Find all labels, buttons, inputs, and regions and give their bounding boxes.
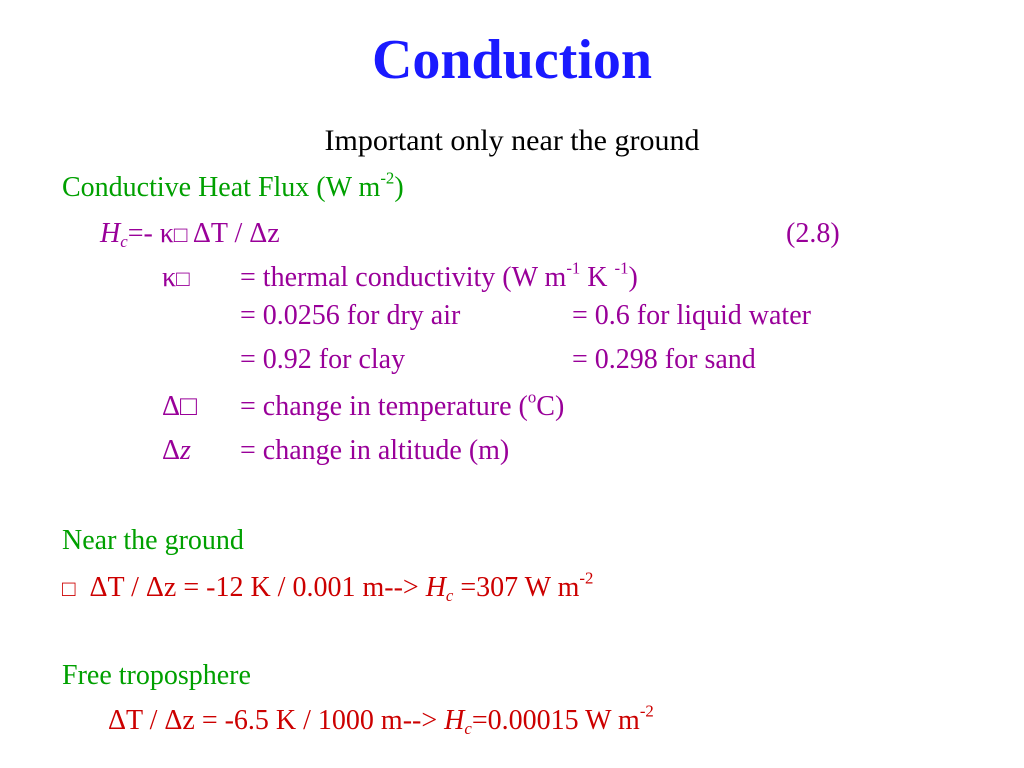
delta-t-def-text: = change in temperature (	[240, 391, 528, 422]
flux-heading-exponent: -2	[380, 168, 395, 188]
value-liquid-water: = 0.6 for liquid water	[572, 300, 811, 331]
free-eq-left: ΔT / Δz = -6.5 K / 1000 m-->	[108, 705, 445, 736]
kappa-box-glyph: □	[176, 266, 190, 291]
delta-t-close: C)	[536, 391, 565, 422]
equation-delta: ΔT / Δz	[187, 218, 280, 249]
free-eq-exp: -2	[639, 701, 654, 721]
delta-z-symbol	[162, 435, 191, 467]
near-eq-exp: -2	[579, 568, 594, 588]
kappa-definition	[240, 258, 638, 294]
flux-heading-text: Conductive Heat Flux (W m	[62, 172, 381, 203]
kappa-close: )	[628, 262, 638, 293]
value-dry-air: = 0.0256 for dry air	[240, 300, 461, 331]
equation-subscript-c: c	[120, 232, 128, 252]
kappa-exp2: -1	[614, 258, 629, 278]
equation-H: H	[100, 218, 121, 249]
near-eq-H: H	[425, 572, 446, 603]
near-eq-left: ΔT / Δz = -12 K / 0.001 m-->	[89, 572, 426, 603]
free-troposphere-equation	[108, 701, 654, 739]
kappa-def-text: = thermal conductivity (W m	[240, 262, 567, 293]
equation-number: (2.8)	[786, 218, 840, 249]
kappa-symbol	[162, 262, 190, 294]
equation-box-glyph: □	[173, 222, 188, 247]
near-ground-heading: Near the ground	[62, 525, 244, 556]
slide-subtitle: Important only near the ground	[324, 124, 700, 157]
delta-z-definition: = change in altitude (m)	[240, 435, 510, 466]
value-sand: = 0.298 for sand	[572, 344, 756, 375]
delta-t-definition	[240, 387, 565, 423]
equation-2-8	[100, 218, 280, 250]
flux-heading-close: )	[394, 172, 404, 203]
flux-heading	[62, 168, 404, 204]
near-eq-sub: c	[445, 586, 454, 606]
delta-z-delta: Δ	[162, 435, 181, 466]
free-troposphere-heading: Free troposphere	[62, 660, 251, 691]
free-eq-sub: c	[464, 719, 472, 739]
free-eq-H: H	[444, 705, 465, 736]
free-eq-right: =0.00015 W m	[471, 705, 640, 736]
kappa-glyph: κ	[162, 262, 177, 293]
near-eq-right: =307 W m	[453, 572, 580, 603]
kappa-k: K	[580, 262, 615, 293]
value-clay: = 0.92 for clay	[240, 344, 406, 375]
delta-t-symbol: Δ□	[162, 391, 197, 422]
kappa-exp1: -1	[566, 258, 581, 278]
near-ground-equation	[62, 568, 594, 606]
delta-z-z: z	[180, 435, 191, 466]
bullet-glyph: □	[62, 576, 76, 601]
equation-eq: =- κ	[127, 218, 174, 249]
degree-o: o	[527, 387, 537, 407]
slide-title: Conduction	[371, 29, 653, 91]
